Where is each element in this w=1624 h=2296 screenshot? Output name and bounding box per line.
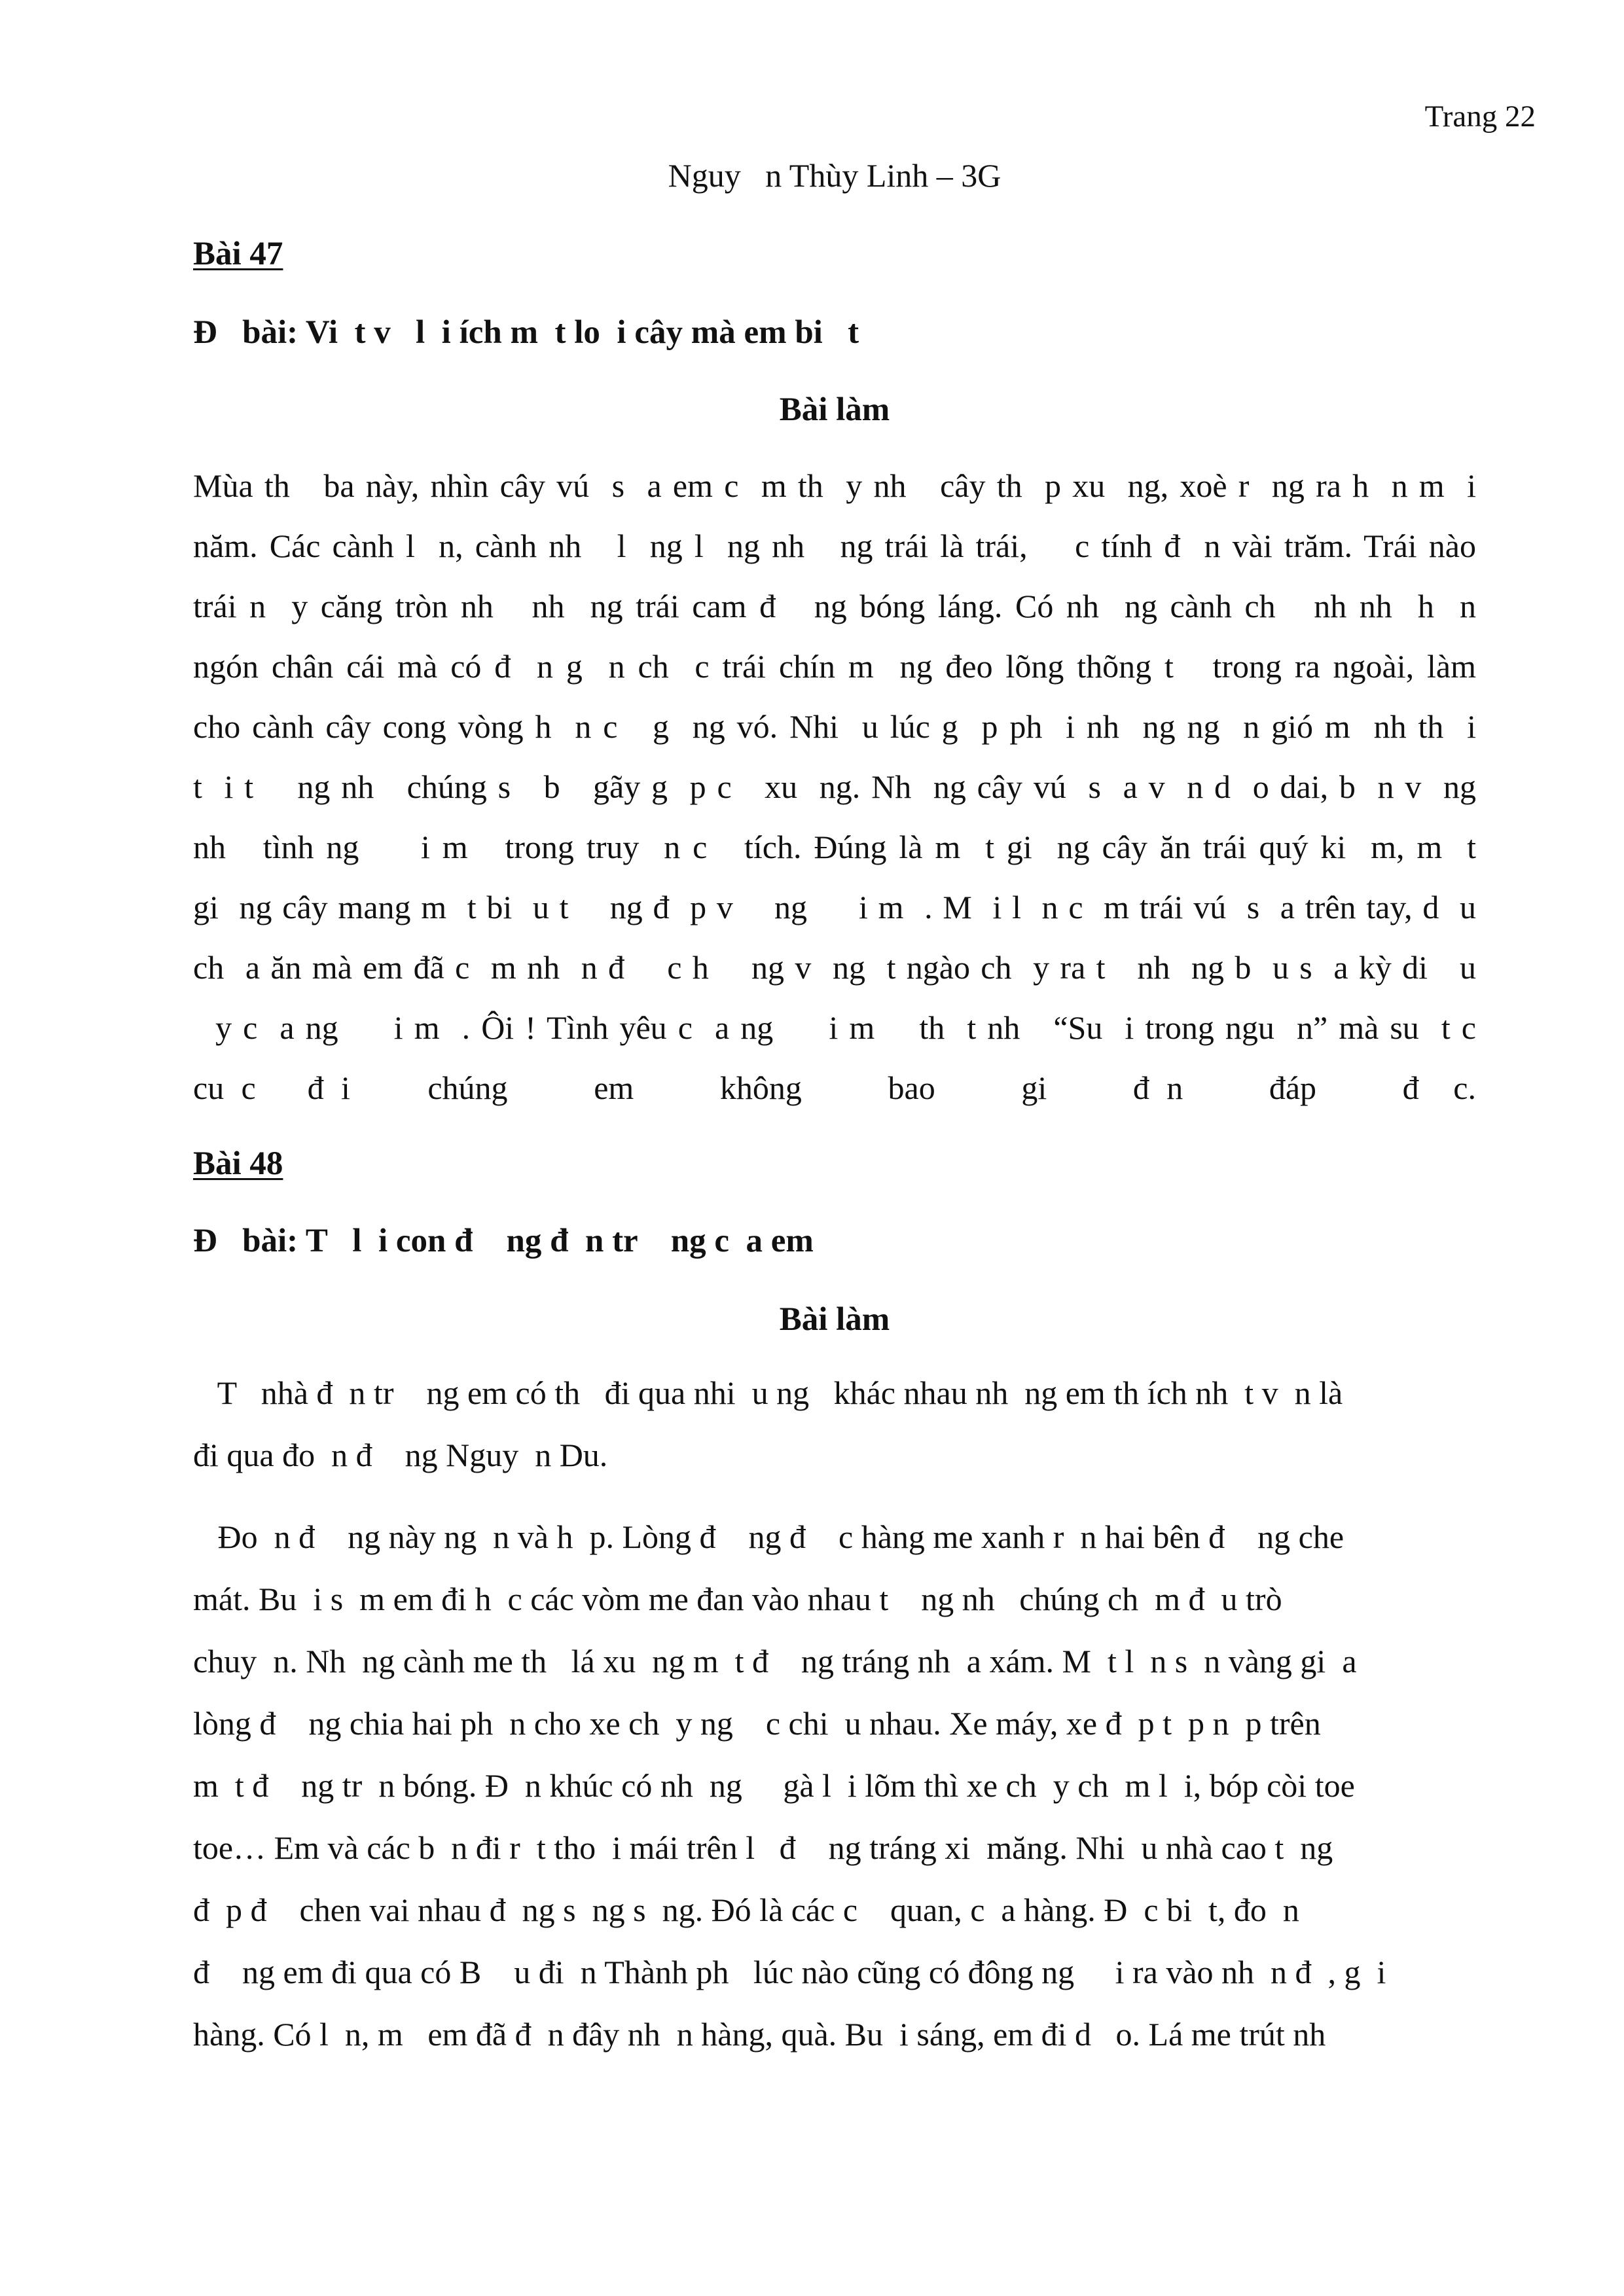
section-title: Bài 47 xyxy=(193,236,283,272)
author-line: Nguy n Thùy Linh – 3G xyxy=(668,157,1001,194)
essay-line: hàng. Có l n, m em đã đ n đây nh n hàng, quà. Bu i sáng, em đi d o. Lá me trút nh xyxy=(193,2016,1326,2053)
essay-line: gi ng cây mang m t bi u t ng đ p v ng i m . M i l n c m trái vú s a trên tay, d u xyxy=(193,889,1476,925)
essay-line: m t đ ng tr n bóng. Đ n khúc có nh ng gà l i lõm thì xe ch y ch m l i, bóp còi toe xyxy=(193,1767,1355,1804)
section-bai-48 xyxy=(193,1144,1476,1184)
section-prompt-wrap xyxy=(193,1221,1476,1261)
work-label-wrap xyxy=(193,1300,1476,1340)
essay-line: t i t ng nh chúng s b gãy g p c xu ng. Nh ng cây vú s a v n d o dai, b n v ng xyxy=(193,768,1476,805)
essay-line: toe… Em và các b n đi r t tho i mái trên l đ ng tráng xi măng. Nhi u nhà cao t ng xyxy=(193,1829,1333,1866)
essay-line: chuy n. Nh ng cành me th lá xu ng m t đ ng tráng nh a xám. M t l n s n vàng gi a xyxy=(193,1643,1357,1679)
section-prompt: Đ bài: T l i con đ ng đ n tr ng c a em xyxy=(193,1223,814,1259)
essay-line: cu c đ i chúng em không bao gi đ n đáp đ c. xyxy=(193,1069,1476,1106)
essay-line: mát. Bu i s m em đi h c các vòm me đan vào nhau t ng nh chúng ch m đ u trò xyxy=(193,1581,1282,1617)
essay-body-47 xyxy=(193,466,1476,1128)
work-label-wrap xyxy=(193,390,1476,430)
essay-line: đ p đ chen vai nhau đ ng s ng s ng. Đó là các c quan, c a hàng. Đ c bi t, đo n xyxy=(193,1892,1299,1928)
essay-line: cho cành cây cong vòng h n c g ng vó. Nhi u lúc g p ph i nh ng ng n gió m nh th i xyxy=(193,708,1476,745)
essay-line: ch a ăn mà em đã c m nh n đ c h ng v ng t ngào ch y ra t nh ng b u s a kỳ di u xyxy=(193,949,1476,986)
essay-body-48-p2 xyxy=(193,1517,1476,2077)
essay-line: đi qua đo n đ ng Nguy n Du. xyxy=(193,1437,608,1473)
essay-line: Đo n đ ng này ng n và h p. Lòng đ ng đ c hàng me xanh r n hai bên đ ng che xyxy=(193,1518,1344,1555)
essay-line: lòng đ ng chia hai ph n cho xe ch y ng c chi u nhau. Xe máy, xe đ p t p n p trên xyxy=(193,1705,1321,1742)
essay-line: trái n y căng tròn nh nh ng trái cam đ ng bóng láng. Có nh ng cành ch nh nh h n xyxy=(193,588,1476,624)
section-prompt: Đ bài: Vi t v l i ích m t lo i cây mà em bi t xyxy=(193,314,859,351)
page-number: Trang 22 xyxy=(1424,99,1536,134)
section-prompt-wrap xyxy=(193,313,1476,353)
essay-line: Mùa th ba này, nhìn cây vú s a em c m th y nh cây th p xu ng, xoè r ng ra h n m i xyxy=(193,467,1476,504)
essay-line: T nhà đ n tr ng em có th đi qua nhi u ng khác nhau nh ng em th ích nh t v n là xyxy=(193,1374,1343,1411)
work-label: Bài làm xyxy=(779,1301,890,1338)
section-bai-47 xyxy=(193,234,1476,274)
section-title: Bài 48 xyxy=(193,1145,283,1182)
essay-line: đ ng em đi qua có B u đi n Thành ph lúc nào cũng có đông ng i ra vào nh n đ , g i xyxy=(193,1954,1386,1990)
essay-line: y c a ng i m . Ôi ! Tình yêu c a ng i m th t nh “Su i trong ngu n” mà su t c xyxy=(193,1009,1476,1046)
essay-line: ngón chân cái mà có đ n g n ch c trái chín m ng đeo lõng thõng t trong ra ngoài, làm xyxy=(193,648,1476,685)
essay-body-48-p1 xyxy=(193,1373,1476,1498)
essay-line: năm. Các cành l n, cành nh l ng l ng nh ng trái là trái, c tính đ n vài trăm. Trái nào xyxy=(193,528,1476,564)
work-label: Bài làm xyxy=(779,391,890,428)
essay-line: nh tình ng i m trong truy n c tích. Đúng là m t gi ng cây ăn trái quý ki m, m t xyxy=(193,829,1476,865)
